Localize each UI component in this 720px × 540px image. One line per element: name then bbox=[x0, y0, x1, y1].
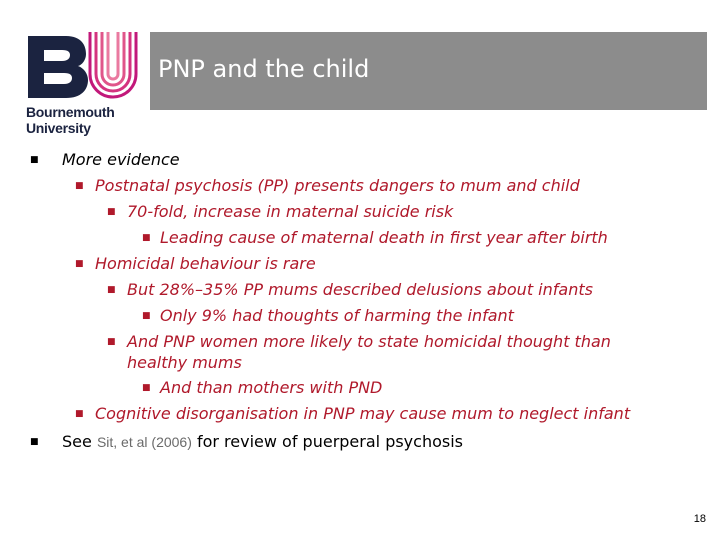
see-suffix: for review of puerperal psychosis bbox=[191, 432, 463, 451]
list-item bbox=[107, 202, 454, 222]
list-item bbox=[30, 432, 463, 452]
bournemouth-university-logo bbox=[26, 28, 138, 140]
list-item-text: Homicidal behaviour is rare bbox=[95, 254, 316, 273]
bullet-icon: ■ bbox=[142, 383, 151, 393]
list-item-text: And PNP women more likely to state homicidal thought than bbox=[127, 332, 611, 351]
list-item-text: 70-fold, increase in maternal suicide risk bbox=[127, 202, 454, 221]
see-prefix: See bbox=[62, 432, 97, 451]
bullet-icon: ■ bbox=[30, 437, 39, 447]
list-item-continuation bbox=[127, 353, 242, 373]
list-item-text: More evidence bbox=[62, 150, 180, 169]
list-item bbox=[142, 378, 383, 398]
list-item-text: healthy mums bbox=[127, 353, 242, 372]
list-item bbox=[142, 228, 608, 248]
slide-title: PNP and the child bbox=[158, 55, 370, 83]
logo-line-1: Bournemouth bbox=[26, 104, 115, 120]
reference-citation: Sit, et al (2006) bbox=[96, 434, 192, 450]
list-item-text: Cognitive disorganisation in PNP may cause mum to neglect infant bbox=[95, 404, 631, 423]
list-item-text: But 28%–35% PP mums described delusions about infants bbox=[127, 280, 593, 299]
bullet-icon: ■ bbox=[75, 181, 84, 191]
bullet-icon: ■ bbox=[75, 259, 84, 269]
list-item bbox=[107, 332, 611, 352]
bullet-icon: ■ bbox=[142, 233, 151, 243]
list-item bbox=[107, 280, 593, 300]
list-item bbox=[30, 150, 180, 170]
bullet-icon: ■ bbox=[142, 311, 151, 321]
list-item-text: Postnatal psychosis (PP) presents dangers to mum and child bbox=[95, 176, 580, 195]
page-number: 18 bbox=[693, 513, 706, 525]
bullet-icon: ■ bbox=[75, 409, 84, 419]
list-item bbox=[142, 306, 514, 326]
bu-logo-mark bbox=[26, 28, 138, 104]
logo-line-2: University bbox=[26, 120, 91, 136]
list-item bbox=[75, 254, 316, 274]
list-item-text: And than mothers with PND bbox=[160, 378, 383, 397]
bullet-icon: ■ bbox=[107, 285, 116, 295]
logo-wordmark bbox=[26, 104, 136, 136]
bullet-icon: ■ bbox=[107, 207, 116, 217]
bullet-icon: ■ bbox=[107, 337, 116, 347]
list-item-text: Only 9% had thoughts of harming the infant bbox=[160, 306, 514, 325]
title-bar bbox=[150, 32, 707, 110]
bullet-icon: ■ bbox=[30, 155, 39, 165]
list-item-text: Leading cause of maternal death in first year after birth bbox=[160, 228, 608, 247]
list-item bbox=[75, 404, 631, 424]
list-item bbox=[75, 176, 580, 196]
